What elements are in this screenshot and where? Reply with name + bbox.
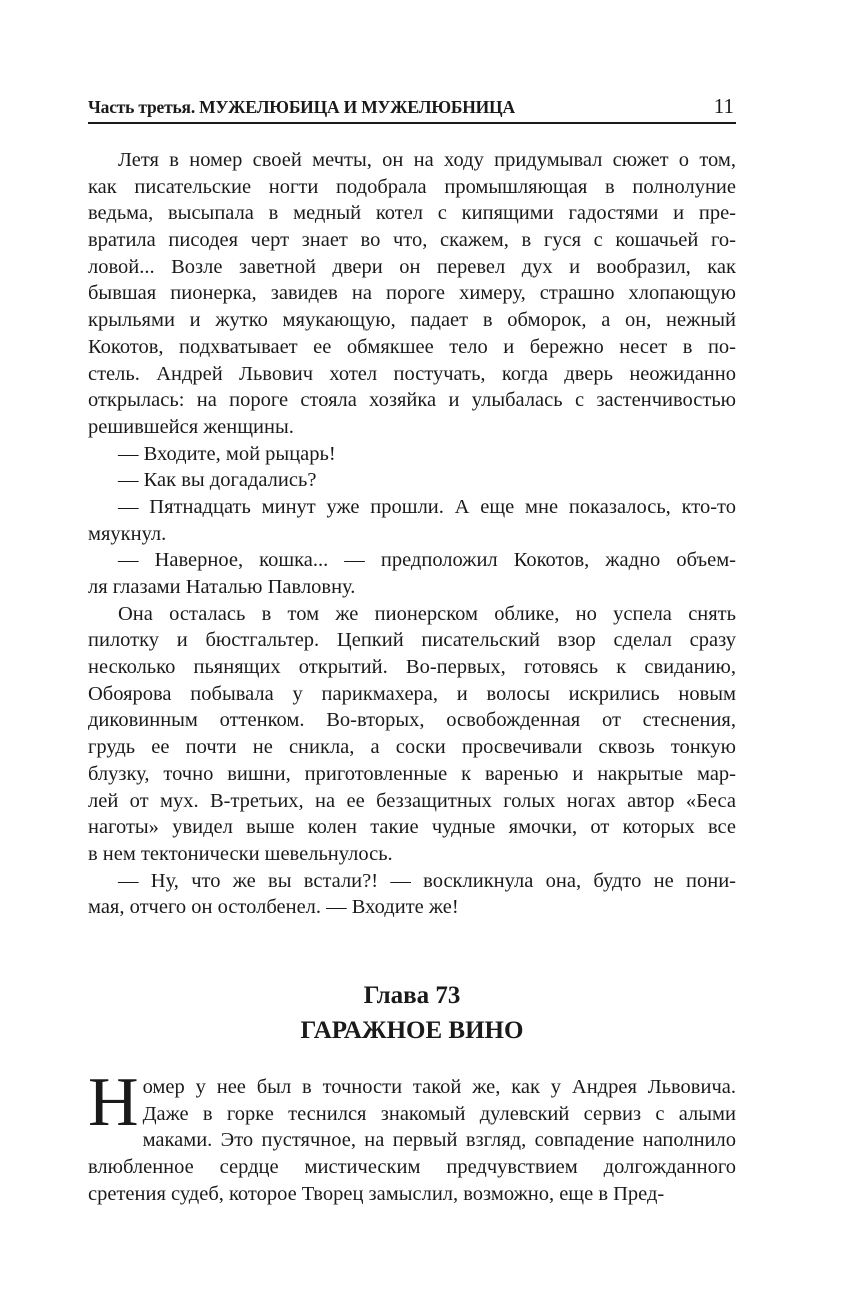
text-line: крыльями и жутко мяукающую, падает в обморок, а он, нежный: [88, 309, 736, 332]
paragraph: [88, 868, 736, 921]
text-line: вратила писодея черт знает во что, скажем, в гуся с кошачьей го-: [88, 229, 736, 252]
text-line: мая, отчего он остолбенел. — Входите же!: [88, 896, 459, 919]
text-line: пилотку и бюстгальтер. Цепкий писательский взор сделал сразу: [88, 629, 736, 652]
paragraph: [88, 441, 736, 468]
page-number: 11: [713, 94, 734, 118]
text-line: грудь ее почти не сникла, а соски просвечивали сквозь тонкую: [88, 736, 736, 759]
text-line: ловой... Возле заветной двери он перевел дух и вообразил, как: [88, 255, 736, 278]
text-line: сретения судеб, которое Творец замыслил, возможно, еще в Пред-: [88, 1182, 665, 1205]
text-line: открылась: на пороге стояла хозяйка и улыбалась с застенчивостью: [88, 389, 736, 412]
text-line: Даже в горке теснился знакомый дулевский сервиз с алыми: [142, 1102, 736, 1125]
text-line: — Как вы догадались?: [118, 469, 317, 492]
text-line: ведьма, высыпала в медный котел с кипящими гадостями и пре-: [88, 202, 736, 225]
chapter-number: Глава 73: [363, 982, 461, 1009]
text-line: — Наверное, кошка... — предположил Кокотов, жадно объем-: [118, 549, 736, 572]
text-line: стель. Андрей Львович хотел постучать, когда дверь неожиданно: [88, 362, 736, 385]
paragraph: [88, 547, 736, 600]
text-line: блузку, точно вишни, приготовленные к варенью и накрытые мар-: [88, 762, 736, 785]
text-line: решившейся женщины.: [88, 415, 294, 438]
paragraph: [88, 601, 736, 868]
text-line: — Входите, мой рыцарь!: [118, 442, 336, 465]
text-line: влюбленное сердце мистическим предчувствием долгожданного: [88, 1156, 736, 1179]
text-line: как писательские ногти подобрала промышляющая в полнолуние: [88, 175, 736, 198]
chapter-opening-paragraph: [88, 1064, 736, 1207]
paragraph: [88, 467, 736, 494]
text-line: лей от мух. В-третьих, на ее беззащитных голых ногах автор «Беса: [88, 789, 736, 812]
text-line: в нем тектонически шевельнулось.: [88, 842, 393, 865]
text-line: Обоярова побывала у парикмахера, и волосы искрились новым: [88, 682, 736, 705]
text-line: бывшая пионерка, завидев на пороге химеру, страшно хлопающую: [88, 282, 736, 305]
text-line: Кокотов, подхватывает ее обмякшее тело и бережно несет в по-: [88, 335, 736, 358]
text-line: ля глазами Наталью Павловну.: [88, 576, 356, 598]
paragraph: [88, 494, 736, 547]
paragraph: [88, 147, 736, 441]
text-line: несколько пьянящих открытий. Во-первых, готовясь к свиданию,: [88, 656, 736, 679]
text-line: Летя в номер своей мечты, он на ходу придумывал сюжет о том,: [118, 149, 736, 171]
text-line: Она осталась в том же пионерском облике, но успела снять: [118, 602, 736, 625]
body-text: [88, 147, 736, 921]
drop-cap: Н: [88, 1064, 139, 1141]
running-header: [88, 92, 736, 124]
chapter-title: ГАРАЖНОЕ ВИНО: [300, 1017, 524, 1044]
text-line: — Ну, что же вы встали?! — воскликнула она, будто не пони-: [118, 869, 736, 892]
text-line: диковинным оттенком. Во-вторых, освобожденная от стеснения,: [88, 709, 736, 732]
running-title: Часть третья. МУЖЕЛЮБИЦА И МУЖЕЛЮБНИЦА: [88, 97, 515, 117]
text-line: — Пятнадцать минут уже прошли. А еще мне показалось, кто-то: [118, 495, 736, 518]
text-line: мяукнул.: [88, 522, 167, 545]
text-line: омер у нее был в точности такой же, как у Андрея Львовича.: [142, 1076, 736, 1098]
text-line: наготы» увидел выше колен такие чудные ямочки, от которых все: [88, 816, 736, 839]
text-line: маками. Это пустячное, на первый взгляд, совпадение наполнило: [142, 1129, 736, 1152]
